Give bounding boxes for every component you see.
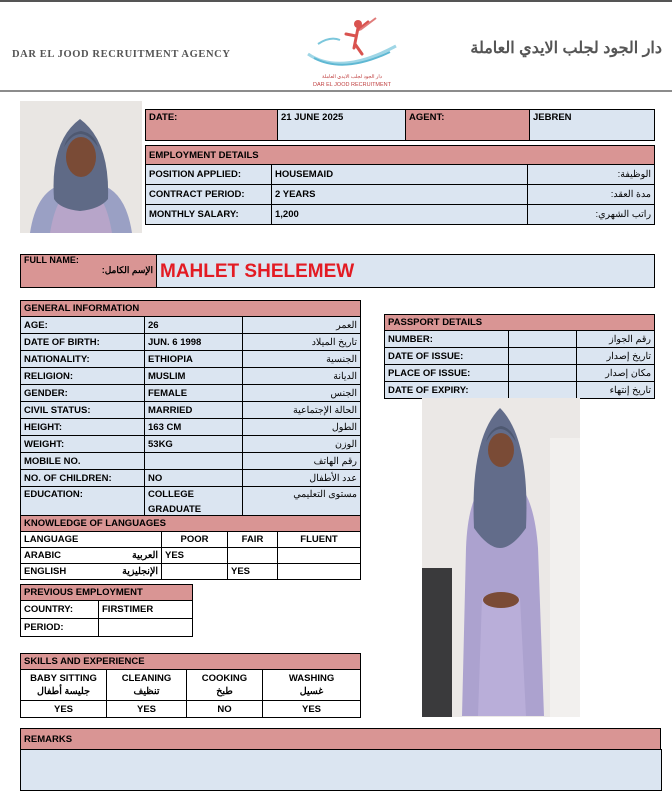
dob-value: JUN. 6 1998 (145, 334, 243, 351)
weight-label: WEIGHT: (21, 436, 145, 453)
passport-table (384, 314, 655, 399)
contract-label-ar: مدة العقد: (528, 185, 655, 205)
civil-status-label-ar: الحالة الإجتماعية (243, 402, 361, 419)
passport-number-value (509, 331, 577, 348)
children-label-ar: عدد الأطفال (243, 470, 361, 487)
skill-babysitting-ar: جليسة أطفال (37, 686, 90, 697)
languages-table (20, 515, 361, 580)
skill-babysitting-value: YES (21, 701, 107, 718)
language-english-fair: YES (228, 564, 278, 580)
issue-place-label: PLACE OF ISSUE: (385, 365, 509, 382)
top-info-table (145, 109, 655, 141)
skill-cleaning-ar: تنظيف (133, 686, 160, 697)
languages-header-language: LANGUAGE (21, 532, 162, 548)
issue-date-value (509, 348, 577, 365)
language-arabic-ar: العربية (116, 548, 162, 564)
salary-label: MONTHLY SALARY: (146, 205, 272, 225)
salary-label-ar: راتب الشهري: (528, 205, 655, 225)
skill-cooking-ar: طبخ (216, 686, 233, 697)
agency-name-en: DAR EL JOOD RECRUITMENT AGENCY (12, 49, 231, 60)
skill-washing-ar: غسيل (299, 686, 324, 697)
issue-place-label-ar: مكان إصدار (577, 365, 655, 382)
height-label-ar: الطول (243, 419, 361, 436)
country-value: FIRSTIMER (99, 601, 193, 619)
skill-washing-en: WASHING (288, 673, 335, 684)
skill-cleaning-en: CLEANING (121, 673, 172, 684)
top-border (0, 0, 672, 2)
weight-label-ar: الوزن (243, 436, 361, 453)
skill-cooking-value: NO (187, 701, 263, 718)
age-value: 26 (145, 317, 243, 334)
religion-label-ar: الديانة (243, 368, 361, 385)
employment-title: EMPLOYMENT DETAILS (146, 146, 655, 165)
height-label: HEIGHT: (21, 419, 145, 436)
issue-date-label-ar: تاريخ إصدار (577, 348, 655, 365)
age-label-ar: العمر (243, 317, 361, 334)
skill-babysitting-header (21, 670, 107, 701)
passport-title: PASSPORT DETAILS (385, 315, 655, 331)
full-name-label: FULL NAME: (24, 255, 79, 265)
country-label: COUNTRY: (21, 601, 99, 619)
language-arabic-en: ARABIC (21, 548, 116, 564)
expiry-date-label-ar: تاريخ إنتهاء (577, 382, 655, 399)
previous-employment-table (20, 584, 193, 637)
passport-number-label-ar: رقم الجواز (577, 331, 655, 348)
religion-label: RELIGION: (21, 368, 145, 385)
contract-value: 2 YEARS (272, 185, 528, 205)
agency-name-ar: دار الجود لجلب الايدي العاملة (470, 40, 662, 57)
religion-value: MUSLIM (145, 368, 243, 385)
expiry-date-value (509, 382, 577, 399)
languages-header-fluent: FLUENT (278, 532, 361, 548)
height-value: 163 CM (145, 419, 243, 436)
general-info-table (20, 300, 361, 518)
position-label-ar: الوظيفة: (528, 165, 655, 185)
full-name-label-ar: الإسم الكامل: (101, 265, 153, 275)
employment-table (145, 145, 655, 225)
salary-value: 1,200 (272, 205, 528, 225)
dob-label: DATE OF BIRTH: (21, 334, 145, 351)
issue-date-label: DATE OF ISSUE: (385, 348, 509, 365)
nationality-label-ar: الجنسية (243, 351, 361, 368)
agent-value: JEBREN (530, 110, 655, 141)
header-divider (0, 90, 672, 92)
language-english-poor (162, 564, 228, 580)
language-arabic-poor: YES (162, 548, 228, 564)
mobile-label-ar: رقم الهاتف (243, 453, 361, 470)
mobile-label: MOBILE NO. (21, 453, 145, 470)
skill-washing-header (263, 670, 361, 701)
general-title: GENERAL INFORMATION (21, 301, 361, 317)
remarks-body (20, 749, 662, 791)
skill-cleaning-value: YES (107, 701, 187, 718)
period-label: PERIOD: (21, 619, 99, 637)
languages-header-poor: POOR (162, 532, 228, 548)
remarks-title: REMARKS (21, 729, 661, 750)
education-label: EDUCATION: (21, 487, 145, 518)
position-value: HOUSEMAID (272, 165, 528, 185)
logo-caption-en: DAR EL JOOD RECRUITMENT (312, 82, 392, 88)
language-arabic-fluent (278, 548, 361, 564)
education-value-cell (145, 487, 243, 518)
period-value (99, 619, 193, 637)
education-value-line2: GRADUATE (148, 504, 202, 515)
passport-number-label: NUMBER: (385, 331, 509, 348)
language-english-ar: الإنجليزية (116, 564, 162, 580)
skill-babysitting-en: BABY SITTING (30, 673, 97, 684)
logo-caption-ar: دار الجود لجلب الايدي العاملة (322, 74, 382, 80)
full-name-value: MAHLET SHELEMEW (157, 255, 655, 288)
applicant-photo-full (422, 398, 580, 717)
education-value-line1: COLLEGE (148, 489, 194, 500)
civil-status-label: CIVIL STATUS: (21, 402, 145, 419)
education-label-ar: مستوى التعليمي (243, 487, 361, 518)
contract-label: CONTRACT PERIOD: (146, 185, 272, 205)
nationality-label: NATIONALITY: (21, 351, 145, 368)
date-value: 21 JUNE 2025 (278, 110, 406, 141)
gender-label-ar: الجنس (243, 385, 361, 402)
children-value: NO (145, 470, 243, 487)
language-english-en: ENGLISH (21, 564, 116, 580)
applicant-photo-small (20, 101, 142, 233)
issue-place-value (509, 365, 577, 382)
nationality-value: ETHIOPIA (145, 351, 243, 368)
skills-title: SKILLS AND EXPERIENCE (21, 654, 361, 670)
remarks-title-table (20, 728, 661, 750)
language-arabic-fair (228, 548, 278, 564)
previous-title: PREVIOUS EMPLOYMENT (21, 585, 193, 601)
agency-logo (300, 14, 404, 74)
dob-label-ar: تاريخ الميلاد (243, 334, 361, 351)
weight-value: 53KG (145, 436, 243, 453)
children-label: NO. OF CHILDREN: (21, 470, 145, 487)
age-label: AGE: (21, 317, 145, 334)
mobile-value (145, 453, 243, 470)
position-label: POSITION APPLIED: (146, 165, 272, 185)
language-english-fluent (278, 564, 361, 580)
skill-washing-value: YES (263, 701, 361, 718)
skills-table (20, 653, 361, 718)
date-label: DATE: (146, 110, 278, 141)
skill-cooking-en: COOKING (201, 673, 248, 684)
gender-label: GENDER: (21, 385, 145, 402)
gender-value: FEMALE (145, 385, 243, 402)
skill-cooking-header (187, 670, 263, 701)
full-name-label-cell (21, 255, 157, 288)
full-name-table (20, 254, 655, 288)
agent-label: AGENT: (406, 110, 530, 141)
civil-status-value: MARRIED (145, 402, 243, 419)
skill-cleaning-header (107, 670, 187, 701)
languages-title: KNOWLEDGE OF LANGUAGES (21, 516, 361, 532)
languages-header-fair: FAIR (228, 532, 278, 548)
expiry-date-label: DATE OF EXPIRY: (385, 382, 509, 399)
